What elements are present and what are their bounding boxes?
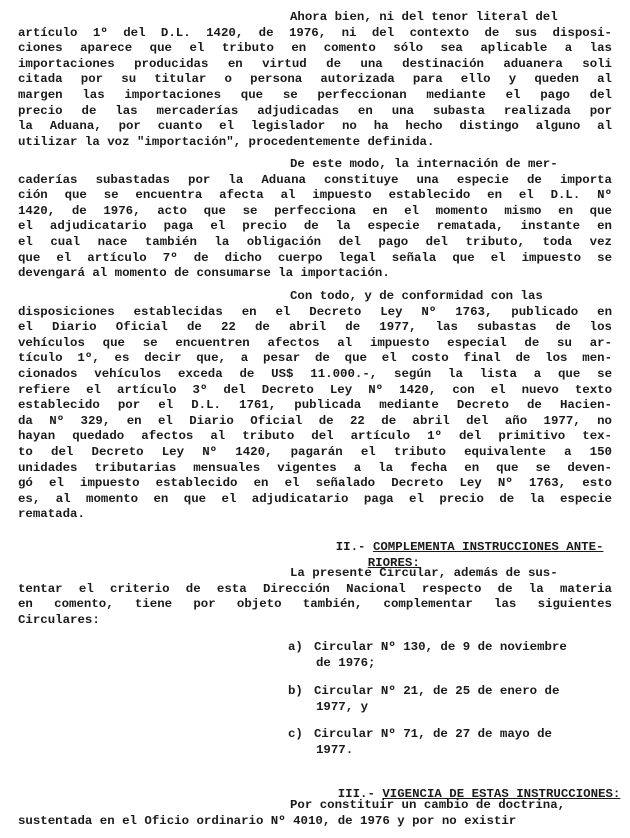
text-line: Por constituir un cambio de doctrina,: [290, 798, 566, 812]
text-line: to del Decreto Ley Nº 1420, pagarán el tributo equivalente a 150: [18, 444, 612, 459]
list-item: [288, 640, 618, 671]
text-line: da Nº 329, en el Diario Oficial de 22 de abril del año 1977, no: [18, 413, 612, 428]
text-line: Ahora bien, ni del tenor literal del: [290, 10, 558, 24]
text-line: disposiciones establecidas en el Decreto Ley Nº 1763, publicado en: [18, 304, 612, 319]
text-line: La presente Circular, además de sus-: [290, 566, 558, 580]
list-text: Circular Nº 130, de 9 de noviembre: [314, 640, 567, 654]
section-title: VIGENCIA DE ESTAS INSTRUCCIONES:: [382, 786, 621, 801]
text-line: unidades tributarias mensuales vigentes a la fecha en que se deven-: [18, 460, 612, 475]
paragraph-decreto-1763: [18, 289, 612, 523]
text-line: tículo 1º, es decir que, a pesar de que el costo final de los men-: [18, 351, 612, 366]
text-line: rematada.: [18, 507, 85, 522]
list-text-continued: 1977, y: [316, 699, 369, 714]
text-line: Circulares:: [18, 612, 100, 627]
text-line: cionados vehículos exceda de US$ 11.000.-, según la lista a que se: [18, 366, 612, 381]
paragraph-circular-objeto: [18, 566, 612, 628]
section-title-continued: RIORES:: [367, 555, 420, 570]
text-line: tentar el criterio de esta Dirección Nacional respecto de la materia: [18, 581, 612, 596]
text-line: el cual nace también la obligación del pago del tributo, toda vez: [18, 234, 612, 249]
text-line: Con todo, y de conformidad con las: [290, 289, 543, 303]
paragraph-vigencia: [18, 798, 612, 829]
text-line: ción que se encuentra afecta al impuesto establecido en el D.L. Nº: [18, 188, 612, 203]
text-line: el Diario Oficial de 22 de abril de 1977, las subastas de los: [18, 320, 612, 335]
list-text-continued: 1977.: [316, 742, 354, 757]
text-line: sustentada en el Oficio ordinario Nº 4010, de 1976 y por no existir: [18, 813, 517, 828]
text-line: ciones aparece que el tributo en comento sólo sea aplicable a las: [18, 41, 612, 56]
paragraph-internacion-subasta: [18, 157, 612, 282]
text-line: vehículos que se encuentren afectos al impuesto especial de su ar-: [18, 335, 612, 350]
text-line: es, al momento en que el adjudicatario paga el precio de la especie: [18, 491, 612, 506]
paragraph-importacion-definicion: [18, 10, 612, 150]
text-line: gó el impuesto establecido en el señalado Decreto Ley Nº 1763, esto: [18, 476, 612, 491]
text-line: caderías subastadas por la Aduana constituye una especie de importa: [18, 172, 612, 187]
list-marker: c): [288, 727, 303, 741]
list-marker: b): [288, 684, 303, 698]
list-marker: a): [288, 640, 303, 654]
text-line: en comento, tiene por objeto también, complementar las siguientes: [18, 597, 612, 612]
list-item: [288, 684, 618, 715]
text-line: establecido por el D.L. 1761, publicada mediante Decreto de Hacien-: [18, 398, 612, 413]
text-line: precio de las mercaderías adjudicadas en una subasta realizada por: [18, 103, 612, 118]
text-line: artículo 1º del D.L. 1420, de 1976, ni del contexto de sus disposi-: [18, 25, 612, 40]
text-line: citada por su titular o persona autorizada para ello y queden al: [18, 72, 612, 87]
text-line: margen las importaciones que se perfeccionan mediante el pago del: [18, 87, 612, 102]
list-text: Circular Nº 21, de 25 de enero de: [314, 684, 560, 698]
text-line: hayan quedado afectos al tributo del artículo 1º del primitivo tex-: [18, 429, 612, 444]
section-number: III.-: [337, 786, 375, 801]
text-line: refiere el artículo 3º del Decreto Ley Nº 1420, con el nuevo texto: [18, 382, 612, 397]
text-line: que el artículo 7º de dicho cuerpo legal señala que el impuesto se: [18, 250, 612, 265]
text-line: 1420, de 1976, acto que se perfecciona en el momento mismo en que: [18, 203, 612, 218]
text-line: De este modo, la internación de mer-: [290, 157, 558, 171]
list-text: Circular Nº 71, de 27 de mayo de: [314, 727, 552, 741]
text-line: devengará al momento de consumarse la importación.: [18, 266, 390, 281]
text-line: utilizar la voz "importación", procedentemente definida.: [18, 134, 435, 149]
section-title: COMPLEMENTA INSTRUCCIONES ANTE-: [372, 539, 604, 554]
text-line: el adjudicatario paga el precio de la especie rematada, instante en: [18, 219, 612, 234]
text-line: importaciones producidas en virtud de una destinación aduanera soli: [18, 56, 612, 71]
list-text-continued: de 1976;: [316, 655, 376, 670]
list-item: [288, 727, 618, 758]
text-line: la Aduana, por cuanto el legislador no ha hecho distingo alguno al: [18, 119, 612, 134]
section-number: II.-: [335, 539, 366, 554]
